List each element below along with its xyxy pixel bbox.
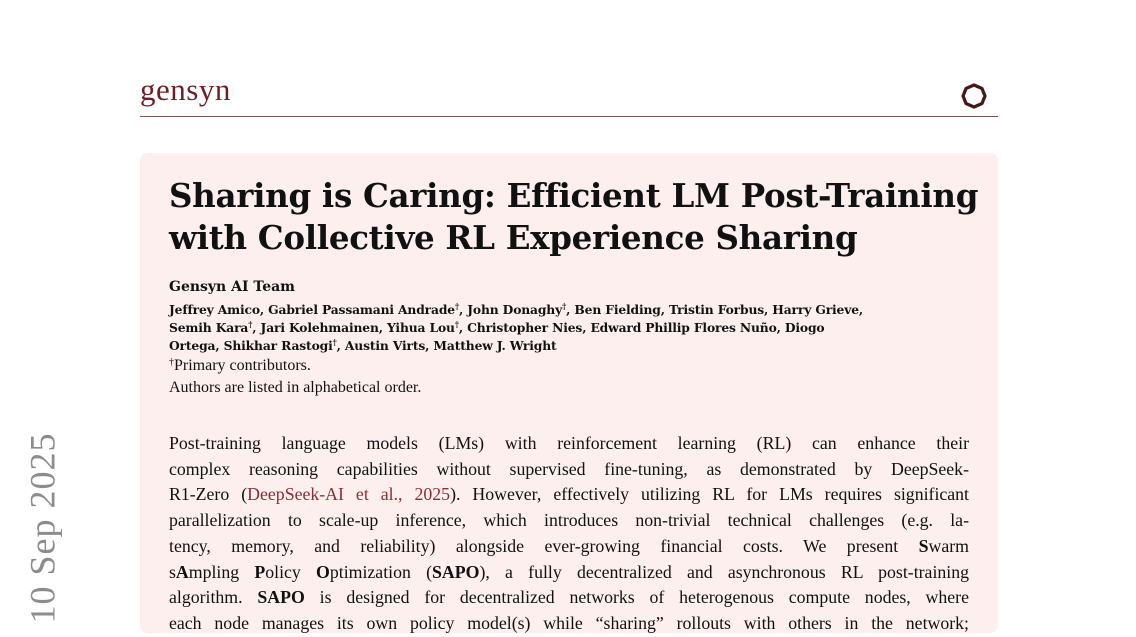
abstract-line (169, 585, 969, 611)
primary-contributors-note (169, 356, 311, 376)
acronym-letter: P (254, 561, 266, 582)
author-text: , Jari Kolehmainen, Yihua Lou (252, 320, 455, 335)
dagger-mark: † (332, 337, 337, 347)
abstract-line: Post-training language models (LMs) with reinforcement learning (RL) can enhance their (169, 433, 969, 453)
page-header (140, 72, 998, 117)
team-name: Gensyn AI Team (169, 279, 295, 295)
sapo-acronym: SAPO (432, 561, 480, 582)
acronym-letter: O (316, 561, 330, 582)
author-list (169, 301, 959, 355)
dagger-mark: † (454, 301, 459, 311)
note-text: Primary contributors. (174, 357, 311, 374)
abstract-line: parallelization to scale-up inference, which introduces non-trivial technical challenges (e.g. la- (169, 510, 969, 531)
author-text: Ortega, Shikhar Rastogi (169, 338, 333, 353)
alphabetical-order-note: Authors are listed in alphabetical order. (169, 379, 422, 396)
acronym-letter: A (175, 561, 189, 582)
author-text: , Austin Virts, Matthew J. Wright (336, 338, 557, 353)
abstract-text: tency, memory, and reliability) alongside ever-growing financial costs. We present (169, 535, 919, 556)
abstract-text: algorithm. (169, 587, 258, 608)
sapo-acronym: SAPO (257, 587, 305, 608)
gensyn-logo: gensyn (140, 72, 231, 107)
arxiv-date-text: 10 Sep 2025 (22, 432, 62, 624)
abstract-text: s (169, 561, 176, 582)
abstract-text: warm (928, 535, 969, 556)
abstract-text: ). However, effectively utilizing RL for LMs requires significant (450, 484, 970, 505)
abstract-line: each node manages its own policy model(s) while “sharing” rollouts with others in the network; (169, 612, 969, 633)
author-text: Semih Kara (169, 320, 249, 335)
ring-icon (960, 82, 988, 110)
abstract-text: olicy (265, 561, 317, 582)
dagger-mark: † (169, 357, 174, 368)
abstract-text: is designed for decentralized networks of heterogenous compute nodes, where (304, 587, 969, 608)
abstract-line (169, 560, 969, 586)
abstract-line (169, 482, 969, 508)
arxiv-date-stamp (22, 432, 62, 624)
title-line-1: Sharing is Caring: Efficient LM Post-Training (169, 176, 979, 215)
author-text: , Ben Fielding, Tristin Forbus, Harry Grieve, (566, 302, 864, 317)
abstract-text: ptimization ( (329, 561, 433, 582)
abstract-text: R1-Zero ( (169, 484, 248, 505)
paper-title (169, 175, 979, 259)
acronym-letter: S (918, 535, 929, 556)
author-text: Jeffrey Amico, Gabriel Passamani Andrade (169, 302, 455, 317)
dagger-mark: † (562, 301, 567, 311)
dagger-mark: † (454, 319, 459, 329)
citation-link[interactable]: DeepSeek-AI et al., 2025 (247, 484, 451, 505)
abstract-line: complex reasoning capabilities without supervised fine-tuning, as demonstrated by DeepSeek- (169, 458, 969, 479)
author-text: , Christopher Nies, Edward Phillip Flores Nuño, Diogo (458, 320, 825, 335)
abstract (169, 431, 969, 637)
author-text: , John Donaghy (458, 302, 563, 317)
paper-card (140, 153, 998, 633)
abstract-text: ), a fully decentralized and asynchronous RL post-training (479, 561, 969, 582)
dagger-mark: † (248, 319, 253, 329)
abstract-line (169, 534, 969, 560)
title-line-2: with Collective RL Experience Sharing (169, 218, 858, 257)
abstract-text: mpling (188, 561, 255, 582)
